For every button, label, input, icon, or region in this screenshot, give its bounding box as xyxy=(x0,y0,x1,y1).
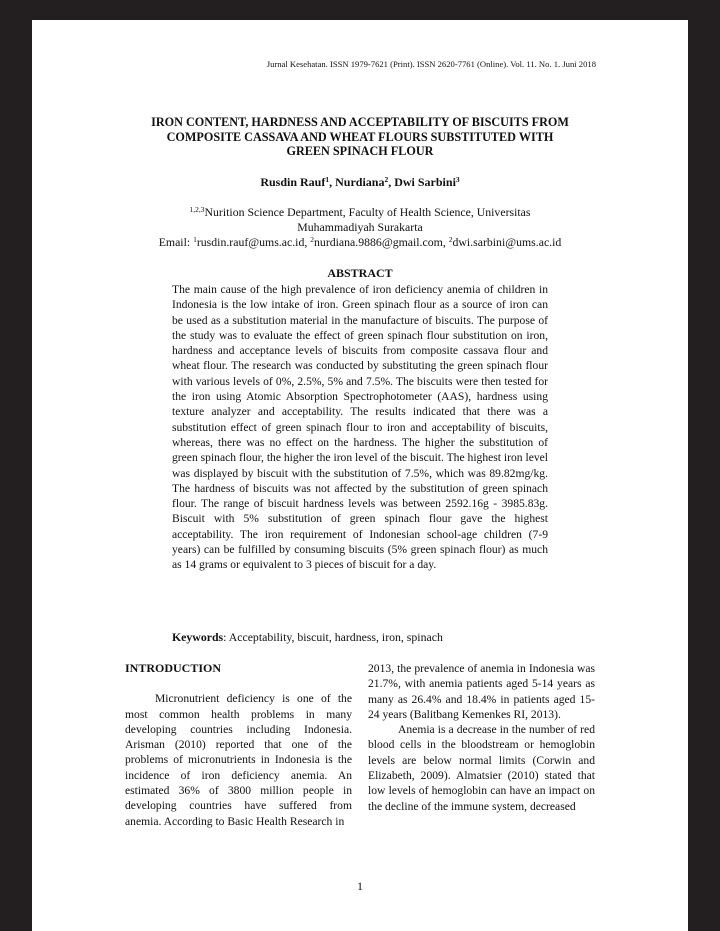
affiliation-line: $^{1,2,3}$Nurition Science Department, Faculty of Health Science, Universitas xyxy=(189,205,531,219)
section-heading-introduction: INTRODUCTION xyxy=(125,661,222,675)
email-address[interactable]: dwi.sarbini@ums.ac.id xyxy=(452,235,562,249)
body-paragraph: Micronutrient deficiency is one of the most common health problems in many developing countries including Indonesia. Arisman (2010) reported that one of the problems of micronutrients in Indonesia is the incidence of iron deficiency anemia. An estimated 36% of 3800 million people in developing countries have suffered from anemia. According to Basic Health Research in xyxy=(125,692,352,828)
abstract-heading: ABSTRACT xyxy=(327,266,393,280)
keywords-label: Keywords xyxy=(172,630,224,644)
right-column xyxy=(368,661,595,814)
author-list: Rusdin Rauf$^1$, Nurdiana$^2$, Dwi Sarbini$^3$ xyxy=(260,175,460,189)
email-address[interactable]: nurdiana.9886@gmail.com xyxy=(314,235,443,249)
abstract-body: The main cause of the high prevalence of iron deficiency anemia of children in Indonesia is the low intake of iron. Green spinach flour as a source of iron can be used as a substitution material in the manufacture of biscuits. The purpose of the study was to evaluate the effect of green spinach flour substitution on iron, hardness and acceptance levels of biscuits from composite cassava flour and wheat flour. The research was conducted by substituting the green spinach flour with various levels of 0%, 2.5%, 5% and 7.5%. The biscuits were then tested for the iron using Atomic Absorption Spectrophotometer (AAS), hardness using texture analyzer and acceptability. The results indicated that there was a substitution effect of green spinach flour to iron and acceptability of biscuits, whereas, there was no effect on the hardness. The higher the substitution of green spinach flour, the higher the iron level of the biscuit. The highest iron level was displayed by biscuit with the substitution of 7.5%, which was 89.82mg/kg. The hardness of biscuits was not affected by the substitution of green spinach flour. The range of biscuit hardness levels was between 2592.16g - 3985.83g. Biscuit with 5% substitution of green spinach flour gave the highest acceptability. The iron requirement of Indonesian school-age children (7-9 years) can be fulfilled by consuming biscuits (5% green spinach flour) as much as 14 grams or equivalent to 3 pieces of biscuit for a day. xyxy=(172,283,549,572)
author-name: Rusdin Rauf xyxy=(260,175,326,189)
journal-header: Jurnal Kesehatan. ISSN 1979-7621 (Print). ISSN 2620-7761 (Online). Vol. 11. No. 1. Juni 2018 xyxy=(266,59,596,69)
title-line: IRON CONTENT, HARDNESS AND ACCEPTABILITY OF BISCUITS FROM xyxy=(151,115,569,129)
email-address[interactable]: rusdin.rauf@ums.ac.id xyxy=(196,235,305,249)
paper-title xyxy=(102,115,618,159)
author-name: Nurdiana xyxy=(335,175,385,189)
left-column xyxy=(125,661,352,829)
keywords-text: : Acceptability, biscuit, hardness, iron, spinach xyxy=(223,630,443,644)
email-line: Email: $^1$rusdin.rauf@ums.ac.id, $^2$nurdiana.9886@gmail.com, $^2$dwi.sarbini@ums.ac.id xyxy=(158,235,562,249)
author-name: Dwi Sarbini xyxy=(394,175,456,189)
title-line: GREEN SPINACH FLOUR xyxy=(286,144,434,158)
affiliation-line: Muhammadiyah Surakarta xyxy=(297,220,423,234)
author-affiliation-mark: 1 xyxy=(325,175,330,184)
document-page xyxy=(32,20,688,931)
page-number: 1 xyxy=(357,879,363,893)
title-line: COMPOSITE CASSAVA AND WHEAT FLOURS SUBSTITUTED WITH xyxy=(166,129,554,144)
body-paragraph: 2013, the prevalence of anemia in Indonesia was 21.7%, with anemia patients aged 5-14 years as many as 26.4% and 18.4% in patients aged 15-24 years (Balitbang Kemenkes RI, 2013). xyxy=(368,662,595,721)
affiliation xyxy=(102,205,618,235)
keywords xyxy=(172,630,572,645)
author-affiliation-mark: 3 xyxy=(455,175,460,184)
affiliation-mark: 1,2,3 xyxy=(189,205,205,214)
body-paragraph: Anemia is a decrease in the number of red blood cells in the bloodstream or hemoglobin levels are below normal limits (Corwin and Elizabeth, 2009). Almatsier (2010) stated that low levels of hemoglobin can have an impact on the decline of the immune system, decreased xyxy=(368,723,595,813)
email-label: Email: xyxy=(158,235,194,249)
author-affiliation-mark: 2 xyxy=(384,175,389,184)
